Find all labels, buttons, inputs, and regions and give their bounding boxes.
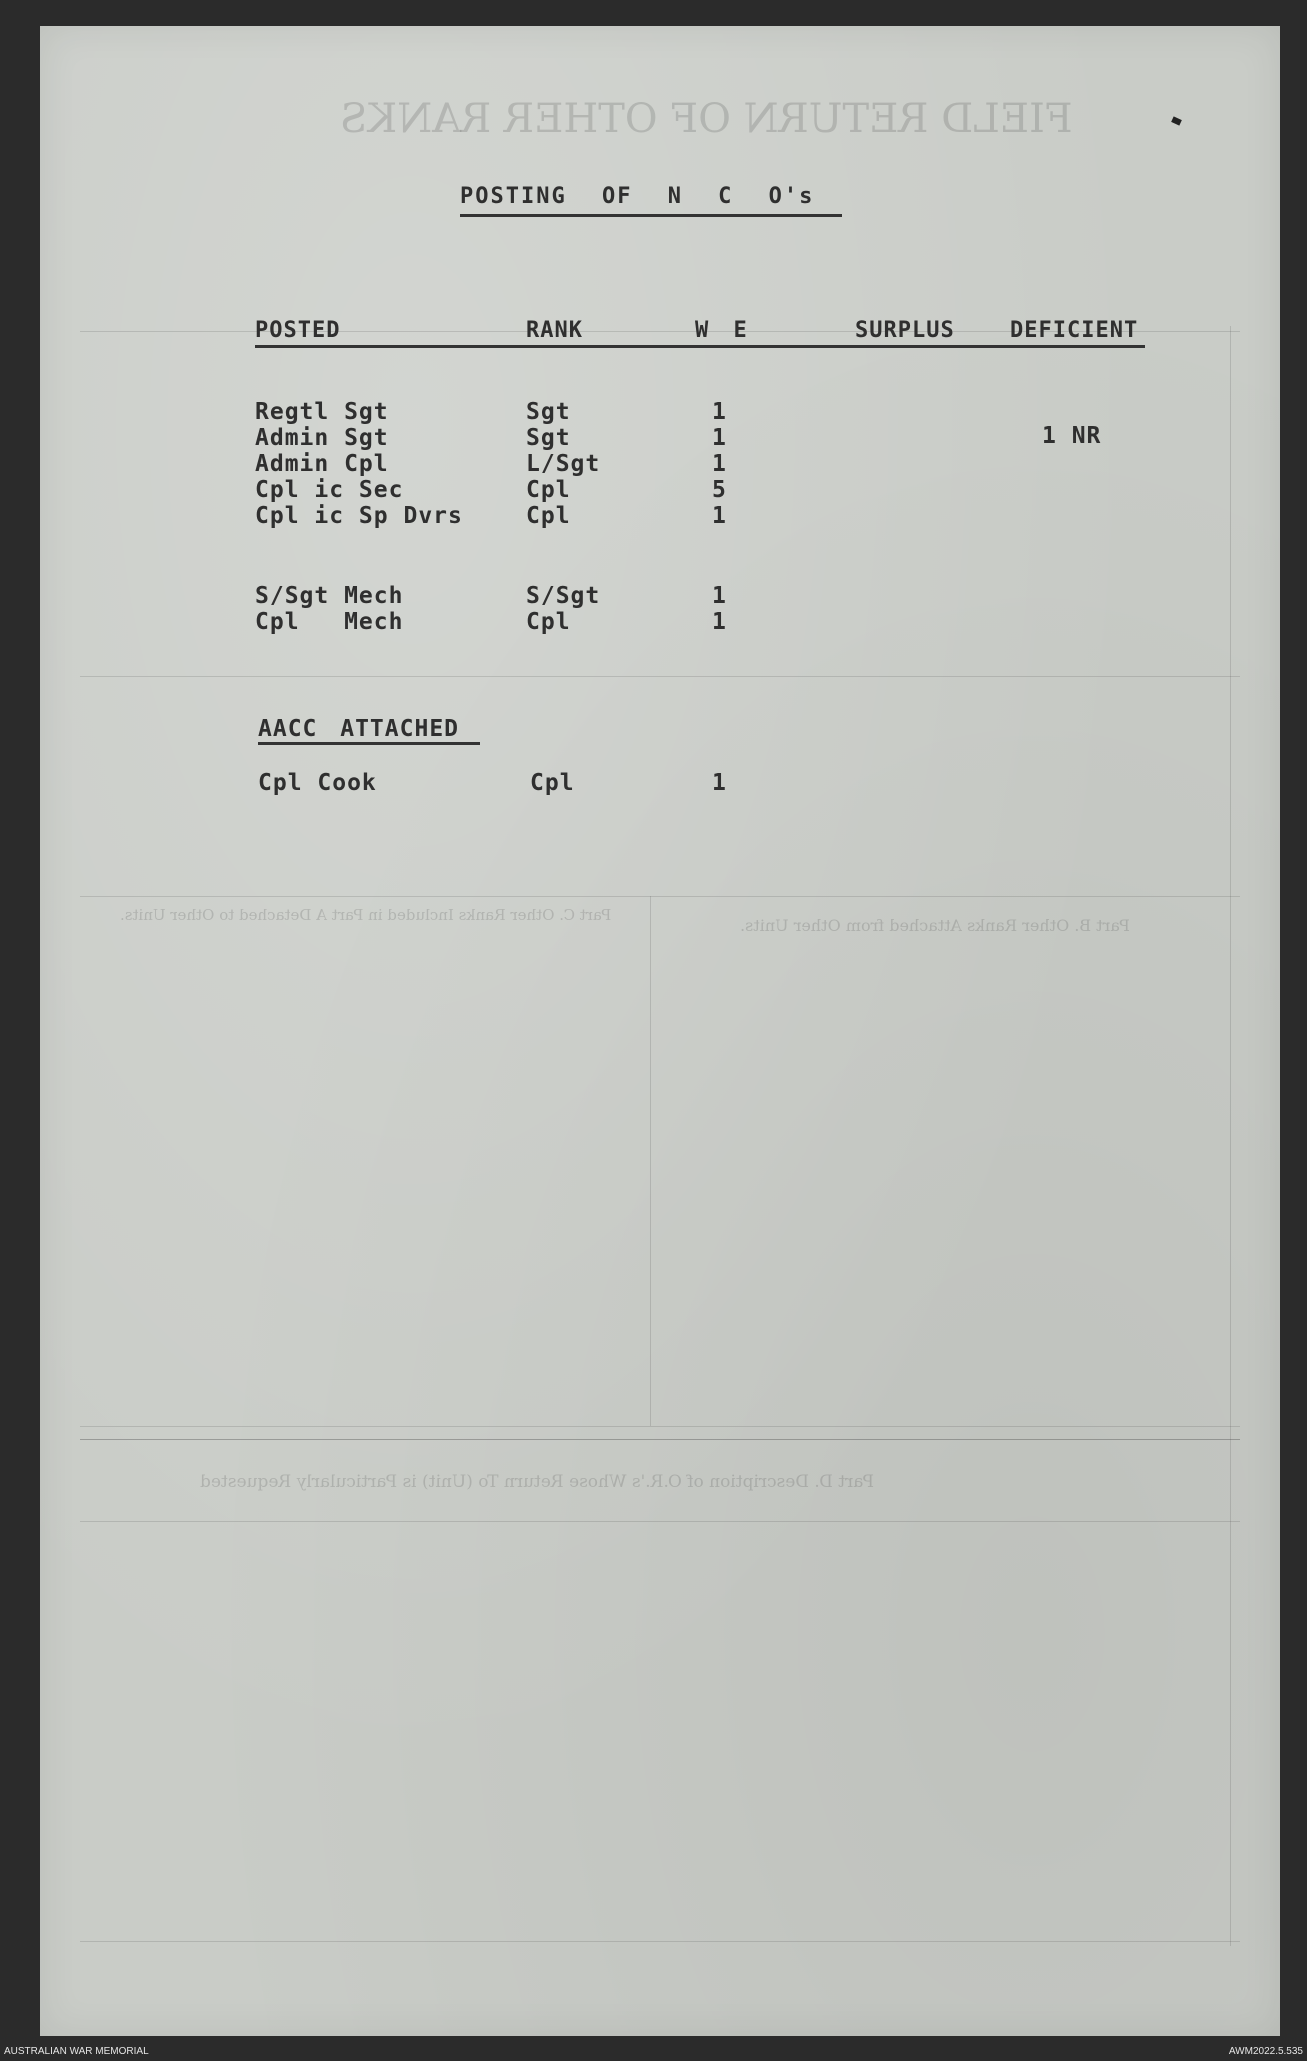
attached-heading: AACC ATTACHED (258, 716, 460, 742)
rank-cell: L/Sgt (526, 451, 601, 477)
rank-cell: Cpl (526, 477, 571, 503)
title-underline (460, 214, 842, 217)
we-cell: 1 (712, 425, 727, 451)
we-cell: 1 (712, 451, 727, 477)
posted-cell: Cpl Cook (258, 770, 377, 796)
posted-cell: Cpl ic Sp Dvrs (255, 503, 463, 529)
bleed-line (650, 896, 651, 1426)
rank-cell: Cpl (530, 770, 575, 796)
column-header-surplus: SURPLUS (855, 318, 955, 343)
bleed-through-part-d: Part D. Description of O.R.'s Whose Return To (Unit) is Particularly Requested (200, 1472, 874, 1492)
rank-cell: S/Sgt (526, 583, 601, 609)
posted-cell: Admin Cpl (255, 451, 389, 477)
column-header-posted: POSTED (255, 318, 341, 343)
rank-cell: Sgt (526, 425, 571, 451)
rank-cell: Cpl (526, 609, 571, 635)
rank-cell: Cpl (526, 503, 571, 529)
rank-cell: Sgt (526, 399, 571, 425)
column-header-deficient: DEFICIENT (1010, 318, 1139, 343)
bleed-through-form-title: FIELD RETURN OF OTHER RANKS (340, 96, 1073, 142)
we-cell: 1 (712, 399, 727, 425)
posted-cell: S/Sgt Mech (255, 583, 404, 609)
bleed-through-part-c: Part C. Other Ranks Included in Part A Detached to Other Units. (120, 906, 612, 924)
document-page (40, 26, 1280, 2036)
we-cell: 5 (712, 477, 727, 503)
we-cell: 1 (712, 609, 727, 635)
posted-cell: Admin Sgt (255, 425, 389, 451)
footer-credit: AUSTRALIAN WAR MEMORIAL (4, 2046, 149, 2057)
attached-underline (258, 742, 480, 745)
we-cell: 1 (712, 503, 727, 529)
posted-cell: Cpl ic Sec (255, 477, 404, 503)
bleed-line (80, 1941, 1240, 1942)
column-header-rank: RANK (526, 318, 583, 343)
posted-cell: Cpl Mech (255, 609, 404, 635)
bleed-line (80, 1439, 1240, 1440)
ink-mark (1171, 116, 1182, 125)
bleed-through-part-b: Part B. Other Ranks Attached from Other Units. (740, 916, 1130, 935)
bleed-line (1230, 326, 1231, 1946)
page-title: POSTING OF N C O's (460, 184, 815, 209)
bleed-line (80, 1521, 1240, 1522)
bleed-line (80, 1426, 1240, 1427)
column-header-we: W E (695, 318, 748, 343)
we-cell: 1 (712, 770, 727, 796)
header-underline (255, 345, 1145, 348)
posted-cell: Regtl Sgt (255, 399, 389, 425)
footer-reference: AWM2022.5.535 (1228, 2046, 1303, 2057)
deficient-cell: 1 NR (1042, 423, 1102, 449)
bleed-line (80, 896, 1240, 897)
we-cell: 1 (712, 583, 727, 609)
bleed-line (80, 676, 1240, 677)
